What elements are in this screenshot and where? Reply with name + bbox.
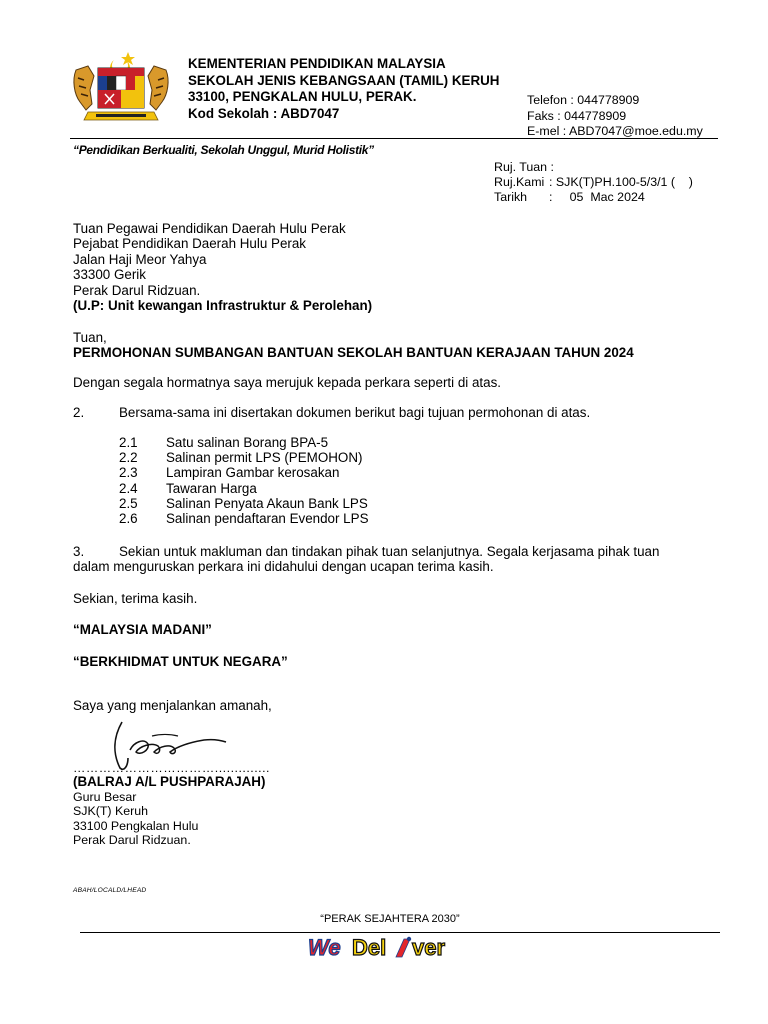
paragraph-1: Dengan segala hormatnya saya merujuk kepada perkara seperti di atas. (73, 375, 502, 390)
we-deliver-logo-we: We (308, 935, 341, 959)
slogan-malaysia-madani: “MALAYSIA MADANI” (73, 622, 212, 637)
footer-divider (80, 932, 720, 933)
list-item-number: 2.4 (119, 480, 138, 496)
list-item-text: Lampiran Gambar kerosakan (166, 465, 340, 481)
list-item-number: 2.6 (119, 511, 138, 527)
ref-row-ruj-tuan (494, 160, 693, 175)
subject-line: PERMOHONAN SUMBANGAN BANTUAN SEKOLAH BANTUAN KERAJAAN TAHUN 2024 (73, 345, 634, 361)
reference-block (494, 160, 693, 206)
ministry-name: KEMENTERIAN PENDIDIKAN MALAYSIA (188, 56, 446, 71)
list-item-text: Satu salinan Borang BPA-5 (166, 435, 329, 450)
email-address: E-mel : ABD7047@moe.edu.my (527, 124, 703, 138)
recipient-line: 33300 Gerik (73, 267, 146, 283)
tarikh-value: : 05 Mac 2024 (549, 190, 645, 205)
signer-address-line: 33100 Pengkalan Hulu (73, 818, 199, 833)
list-item (119, 435, 369, 450)
fax-number: Faks : 044778909 (527, 108, 627, 123)
paragraph-text: Sekian untuk makluman dan tindakan pihak tuan selanjutnya. Segala kerjasama pihak tuan (119, 544, 660, 559)
school-motto: “Pendidikan Berkualiti, Sekolah Unggul, Murid Holistik” (73, 143, 374, 157)
coat-of-arms-logo (70, 50, 172, 128)
recipient-line: Pejabat Pendidikan Daerah Hulu Perak (73, 236, 306, 252)
salutation-block (73, 330, 634, 361)
phone-number: Telefon : 044778909 (527, 93, 640, 107)
list-item-number: 2.5 (119, 495, 138, 511)
attachment-list (119, 435, 369, 526)
header-divider (70, 138, 718, 139)
paragraph-text-continued: dalam menguruskan perkara ini didahului dengan ucapan terima kasih. (73, 559, 494, 575)
reference-code: ABAH/LOCALD/LHEAD (73, 887, 147, 894)
paragraph-number: 2. (73, 405, 85, 420)
recipient-line: Jalan Haji Meor Yahya (73, 251, 207, 267)
attention-line: (U.P: Unit kewangan Infrastruktur & Perolehan) (73, 298, 373, 314)
list-item (119, 450, 369, 465)
closing-line: Sekian, terima kasih. (73, 591, 198, 606)
recipient-line: Tuan Pegawai Pendidikan Daerah Hulu Perak (73, 221, 346, 236)
contact-info (527, 93, 703, 140)
we-deliver-logo-del: Del (352, 935, 387, 959)
paragraph-text: Bersama-sama ini disertakan dokumen berikut bagi tujuan permohonan di atas. (119, 405, 591, 420)
paragraph-3 (73, 544, 659, 575)
list-item-text: Salinan pendaftaran Evendor LPS (166, 511, 369, 527)
tarikh-label: Tarikh (494, 190, 528, 205)
list-item (119, 496, 369, 511)
we-deliver-logo-ver: ver (412, 935, 446, 959)
ruj-tuan-value: : (550, 160, 554, 174)
ref-row-ruj-kami (494, 175, 693, 190)
school-address: 33100, PENGKALAN HULU, PERAK. (188, 89, 417, 104)
ruj-kami-label: Ruj.Kami (494, 175, 545, 190)
list-item-number: 2.3 (119, 465, 138, 481)
trust-line: Saya yang menjalankan amanah, (73, 698, 272, 713)
list-item-text: Salinan permit LPS (PEMOHON) (166, 450, 363, 466)
school-code: Kod Sekolah : ABD7047 (188, 105, 340, 121)
list-item (119, 511, 369, 526)
list-item (119, 465, 369, 480)
ruj-kami-value: : SJK(T)PH.100-5/3/1 ( ) (549, 175, 693, 190)
footer-motto (0, 913, 768, 925)
signer-block (73, 775, 265, 848)
list-item-text: Salinan Penyata Akaun Bank LPS (166, 495, 368, 511)
school-name: SEKOLAH JENIS KEBANGSAAN (TAMIL) KERUH (188, 72, 500, 88)
we-deliver-logo (306, 935, 482, 959)
list-item-number: 2.2 (119, 450, 138, 466)
salutation: Tuan, (73, 330, 107, 345)
signer-address-line: Perak Darul Ridzuan. (73, 833, 191, 848)
signer-school: SJK(T) Keruh (73, 804, 149, 819)
signature-line: …………………………….............. (73, 761, 270, 775)
slogan-berkhidmat: “BERKHIDMAT UNTUK NEGARA” (73, 654, 288, 669)
letterhead (188, 56, 499, 122)
signer-title: Guru Besar (73, 789, 137, 804)
paragraph-2 (73, 405, 590, 420)
recipient-line: Perak Darul Ridzuan. (73, 282, 201, 298)
list-item (119, 481, 369, 496)
ref-row-tarikh (494, 190, 693, 205)
list-item-number: 2.1 (119, 435, 138, 450)
paragraph-number: 3. (73, 544, 85, 559)
signer-name: (BALRAJ A/L PUSHPARAJAH) (73, 774, 266, 789)
recipient-address (73, 221, 372, 313)
footer-motto-text: “PERAK SEJAHTERA 2030” (320, 913, 460, 925)
ruj-tuan-label: Ruj. Tuan (494, 160, 548, 174)
list-item-text: Tawaran Harga (166, 480, 257, 496)
